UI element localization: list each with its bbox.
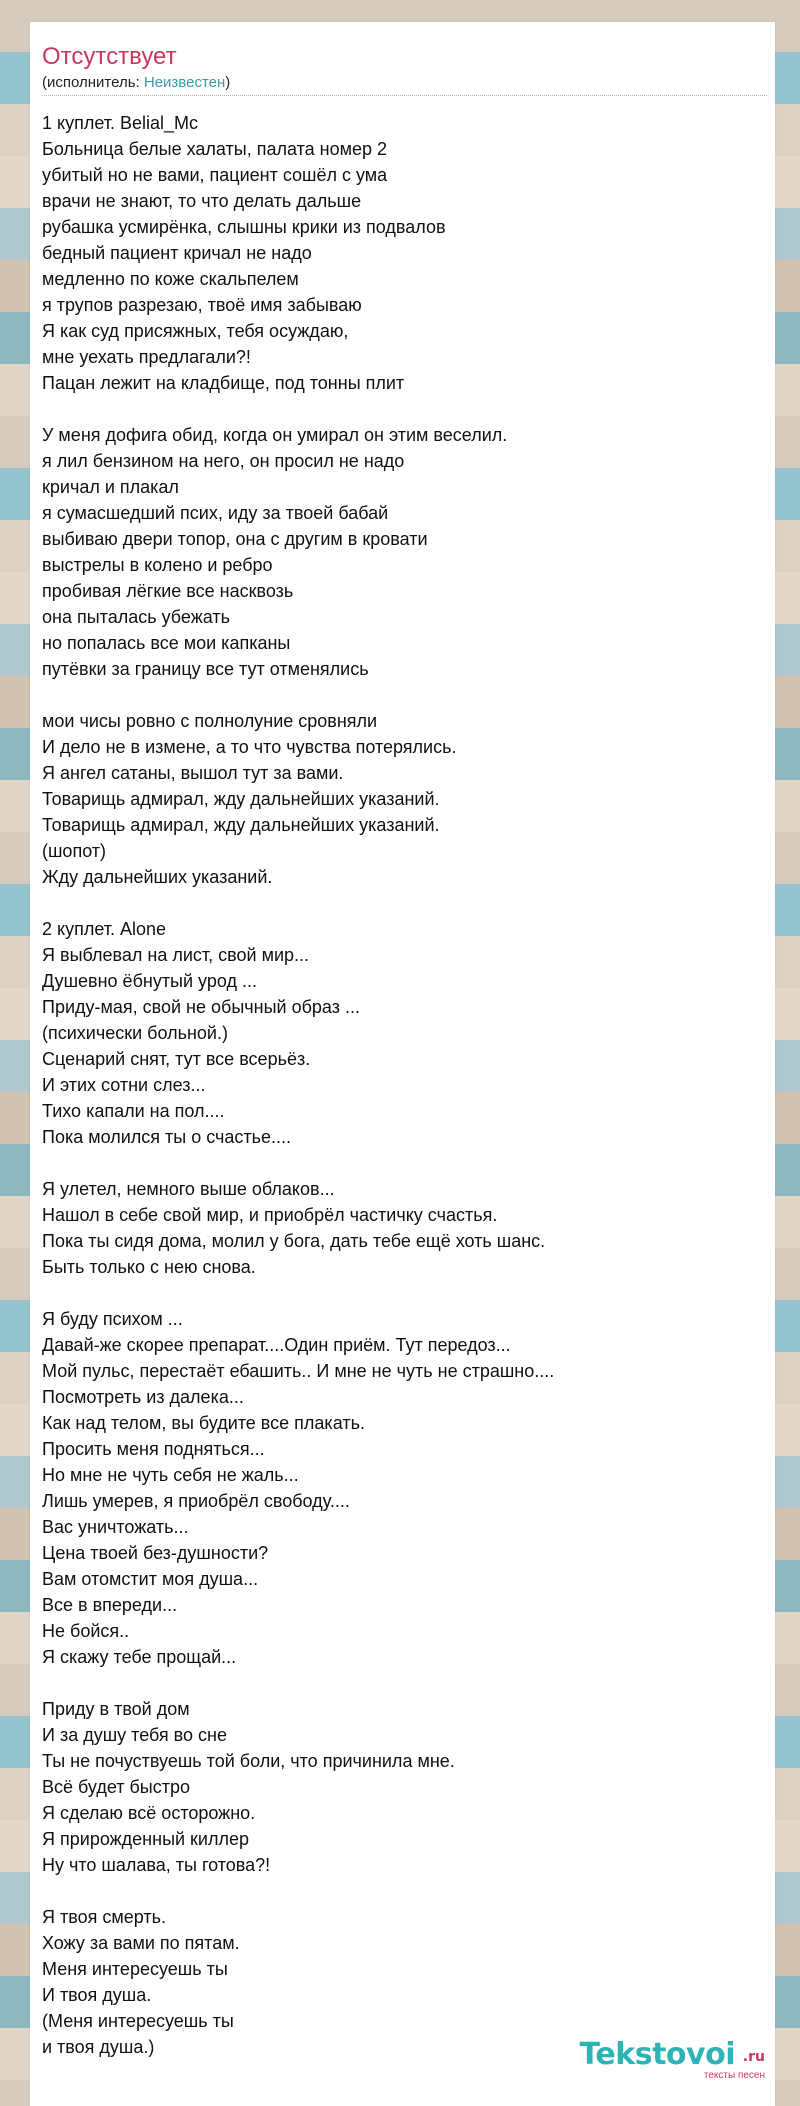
lyric-line: кричал и плакал bbox=[42, 477, 179, 497]
song-title: Отсутствует bbox=[42, 43, 177, 70]
lyrics-card bbox=[30, 22, 775, 2106]
lyric-line: (Меня интересуешь ты bbox=[42, 2011, 234, 2031]
artist-suffix: ) bbox=[225, 74, 231, 91]
lyric-line: но попалась все мои капканы bbox=[42, 633, 291, 653]
lyric-line: Тихо капали на пол.... bbox=[42, 1101, 225, 1121]
lyric-line: Приду-мая, свой не обычный образ ... bbox=[42, 997, 360, 1017]
lyric-line: Я выблевал на лист, свой мир... bbox=[42, 945, 310, 965]
lyric-line: Я скажу тебе прощай... bbox=[42, 1647, 237, 1667]
lyric-line: И дело не в измене, а то что чувства потерялись. bbox=[42, 737, 457, 757]
lyric-line: мне уехать предлагали?! bbox=[42, 347, 251, 367]
lyric-line: Товарищь адмирал, жду дальнейших указаний. bbox=[42, 789, 440, 809]
lyric-line: я лил бензином на него, он просил не надо bbox=[42, 451, 405, 471]
lyric-line: Быть только с нею снова. bbox=[42, 1257, 256, 1277]
lyric-line: Нашол в себе свой мир, и приобрёл частичку счастья. bbox=[42, 1205, 498, 1225]
title-divider bbox=[42, 95, 767, 96]
lyric-line: И за душу тебя во сне bbox=[42, 1725, 227, 1745]
lyric-line: бедный пациент кричал не надо bbox=[42, 243, 312, 263]
lyric-line: Пока ты сидя дома, молил у бога, дать тебе ещё хоть шанс. bbox=[42, 1231, 546, 1251]
logo-tagline: тексты песен bbox=[703, 2070, 765, 2081]
lyric-line: Пацан лежит на кладбище, под тонны плит bbox=[42, 373, 405, 393]
lyric-line: Я сделаю всё осторожно. bbox=[42, 1803, 256, 1823]
artist-prefix: (исполнитель: bbox=[42, 74, 144, 91]
lyric-line: Душевно ёбнутый урод ... bbox=[42, 971, 257, 991]
lyric-line: я сумасшедший псих, иду за твоей бабай bbox=[42, 503, 389, 523]
lyric-line: Меня интересуешь ты bbox=[42, 1959, 228, 1979]
lyric-blank-line bbox=[42, 1280, 767, 1306]
lyric-line: И твоя душа. bbox=[42, 1985, 152, 2005]
lyric-blank-line bbox=[42, 682, 767, 708]
lyric-line: рубашка усмирёнка, слышны крики из подвалов bbox=[42, 217, 446, 237]
lyric-line: Но мне не чуть себя не жаль... bbox=[42, 1465, 299, 1485]
lyric-line: 2 куплет. Alone bbox=[42, 919, 167, 939]
lyric-line: Я улетел, немного выше облаков... bbox=[42, 1179, 335, 1199]
lyric-line: Приду в твой дом bbox=[42, 1699, 190, 1719]
lyric-line: И этих сотни слез... bbox=[42, 1075, 206, 1095]
lyric-line: Посмотреть из далека... bbox=[42, 1387, 244, 1407]
lyric-blank-line bbox=[42, 1878, 767, 1904]
logo-tld: .ru bbox=[742, 2049, 765, 2065]
lyric-line: Лишь умерев, я приобрёл свободу.... bbox=[42, 1491, 350, 1511]
lyric-line: Пока молился ты о счастье.... bbox=[42, 1127, 292, 1147]
artist-line bbox=[42, 73, 230, 93]
lyric-line: медленно по коже скальпелем bbox=[42, 269, 299, 289]
lyric-line: Как над телом, вы будите все плакать. bbox=[42, 1413, 365, 1433]
lyric-line: У меня дофига обид, когда он умирал он этим веселил. bbox=[42, 425, 508, 445]
lyric-line: Ты не почуствуешь той боли, что причинила мне. bbox=[42, 1751, 455, 1771]
lyric-line: Не бойся.. bbox=[42, 1621, 130, 1641]
lyric-line: путёвки за границу все тут отменялись bbox=[42, 659, 369, 679]
lyric-line: Я ангел сатаны, вышол тут за вами. bbox=[42, 763, 344, 783]
logo-name: Tekstovoi bbox=[579, 2037, 735, 2072]
lyric-line: Я как суд присяжных, тебя осуждаю, bbox=[42, 321, 349, 341]
lyric-line: я трупов разрезаю, твоё имя забываю bbox=[42, 295, 362, 315]
lyric-line: Вам отомстит моя душа... bbox=[42, 1569, 259, 1589]
lyric-line: Жду дальнейших указаний. bbox=[42, 867, 273, 887]
lyric-line: она пыталась убежать bbox=[42, 607, 230, 627]
lyric-line: Я прирожденный киллер bbox=[42, 1829, 250, 1849]
lyric-blank-line bbox=[42, 1150, 767, 1176]
lyric-line: Товарищь адмирал, жду дальнейших указаний. bbox=[42, 815, 440, 835]
artist-link[interactable]: Неизвестен bbox=[143, 74, 226, 91]
lyric-line: Я твоя смерть. bbox=[42, 1907, 166, 1927]
site-logo[interactable] bbox=[557, 2036, 767, 2084]
lyric-blank-line bbox=[42, 396, 767, 422]
lyric-line: Цена твоей без-душности? bbox=[42, 1543, 269, 1563]
lyric-line: убитый но не вами, пациент сошёл с ума bbox=[42, 165, 388, 185]
lyric-line: выбиваю двери топор, она с другим в кровати bbox=[42, 529, 428, 549]
lyric-line: выстрелы в колено и ребро bbox=[42, 555, 273, 575]
lyric-line: Сценарий снят, тут все всерьёз. bbox=[42, 1049, 311, 1069]
lyric-line: Хожу за вами по пятам. bbox=[42, 1933, 240, 1953]
lyric-line: 1 куплет. Belial_Mc bbox=[42, 113, 199, 133]
lyrics-text bbox=[42, 110, 767, 2060]
lyric-line: Мой пульс, перестаёт ебашить.. И мне не чуть не страшно.... bbox=[42, 1361, 555, 1381]
lyric-line: врачи не знают, то что делать дальше bbox=[42, 191, 362, 211]
lyric-line: Я буду психом ... bbox=[42, 1309, 183, 1329]
lyric-blank-line bbox=[42, 1670, 767, 1696]
lyric-line: Ну что шалава, ты готова?! bbox=[42, 1855, 271, 1875]
lyric-line: Больница белые халаты, палата номер 2 bbox=[42, 139, 387, 159]
lyric-line: (психически больной.) bbox=[42, 1023, 228, 1043]
lyric-line: (шопот) bbox=[42, 841, 107, 861]
lyric-line: Давай-же скорее препарат....Один приём. Тут передоз... bbox=[42, 1335, 511, 1355]
lyric-line: пробивая лёгкие все насквозь bbox=[42, 581, 294, 601]
lyric-blank-line bbox=[42, 890, 767, 916]
lyric-line: и твоя душа.) bbox=[42, 2037, 155, 2057]
lyric-line: Всё будет быстро bbox=[42, 1777, 191, 1797]
lyric-line: мои чисы ровно с полнолуние сровняли bbox=[42, 711, 378, 731]
lyric-line: Все в впереди... bbox=[42, 1595, 178, 1615]
lyric-line: Просить меня подняться... bbox=[42, 1439, 265, 1459]
lyric-line: Вас уничтожать... bbox=[42, 1517, 189, 1537]
